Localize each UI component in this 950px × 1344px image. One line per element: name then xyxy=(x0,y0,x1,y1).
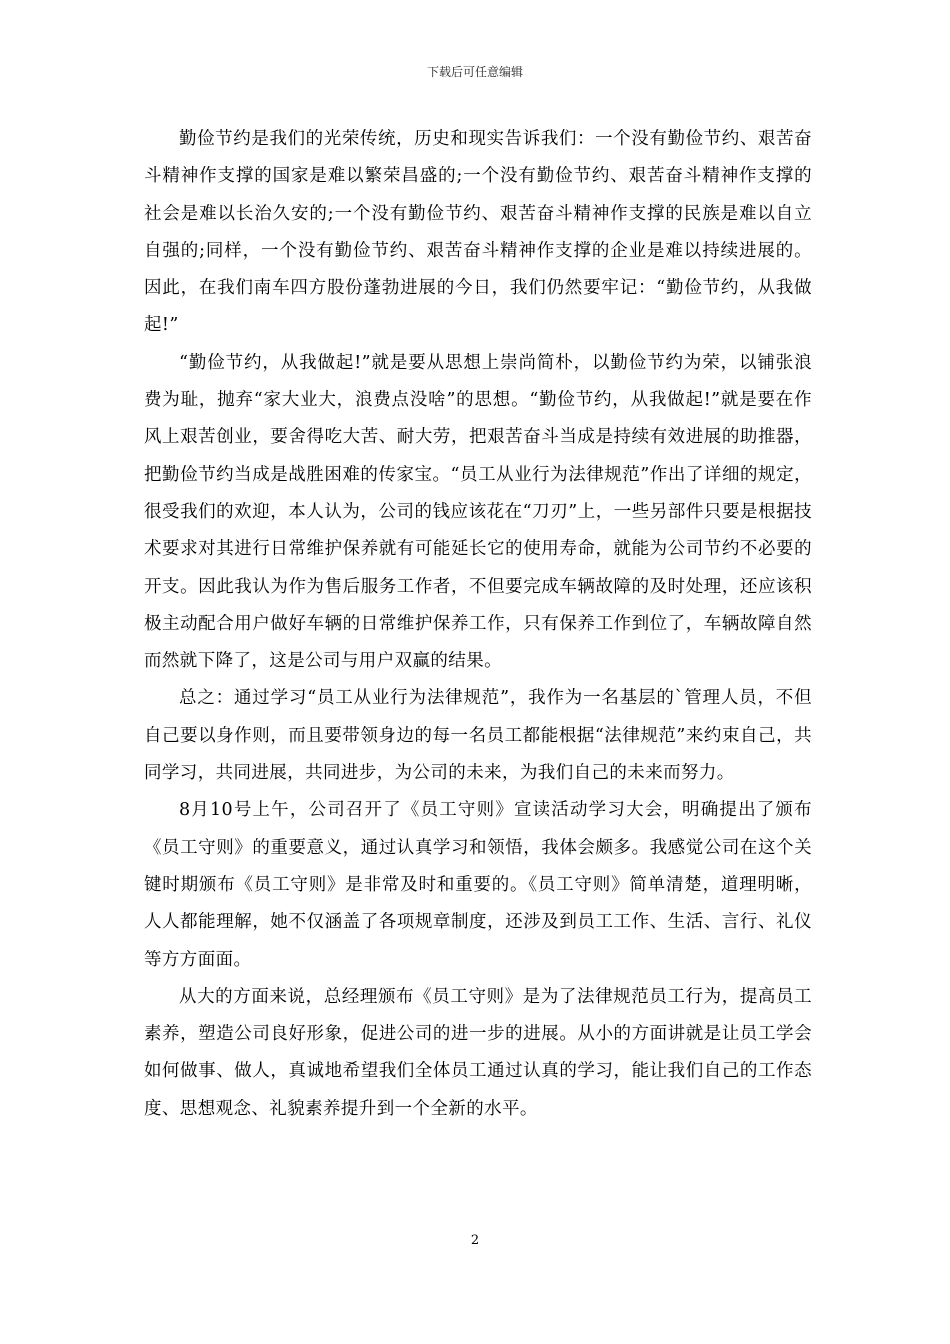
page-number: 2 xyxy=(470,1233,480,1248)
paragraph-1: 勤俭节约是我们的光荣传统，历史和现实告诉我们：一个没有勤俭节约、艰苦奋斗精神作支撑的国家是难以繁荣昌盛的;一个没有勤俭节约、艰苦奋斗精神作支撑的社会是难以长治久安的;一个没有勤俭节约、艰苦奋斗精神作支撑的民族是难以自立自强的;同样，一个没有勤俭节约、艰苦奋斗精神作支撑的企业是难以持续进展的。因此，在我们南车四方股份蓬勃进展的今日，我们仍然要牢记：“勤俭节约，从我做起!” xyxy=(144,129,812,336)
paragraph-4: 8月10号上午，公司召开了《员工守则》宣读活动学习大会，明确提出了颁布《员工守则》的重要意义，通过认真学习和领悟，我体会颇多。我感觉公司在这个关键时期颁布《员工守则》是非常及时和重要的。《员工守则》简单清楚，道理明晰，人人都能理解，她不仅涵盖了各项规章制度，还涉及到员工工作、生活、言行、礼仪等方方面面。 xyxy=(144,800,812,970)
page-header: 下载后可任意编辑 xyxy=(426,65,523,79)
document-body xyxy=(144,121,812,1128)
paragraph-3: 总之：通过学习“员工从业行为法律规范”，我作为一名基层的`管理人员，不但自己要以身作则，而且要带领身边的每一名员工都能根据“法律规范”来约束自己，共同学习，共同进展，共同进步，为公司的未来，为我们自己的未来而努力。 xyxy=(144,688,812,784)
paragraph-2: “勤俭节约，从我做起!”就是要从思想上崇尚简朴，以勤俭节约为荣，以铺张浪费为耻，抛弃“家大业大，浪费点没啥”的思想。“勤俭节约，从我做起!”就是要在作风上艰苦创业，要舍得吃大苦、耐大劳，把艰苦奋斗当成是持续有效进展的助推器，把勤俭节约当成是战胜困难的传家宝。“员工从业行为法律规范”作出了详细的规定，很受我们的欢迎，本人认为，公司的钱应该花在“刀刃”上，一些另部件只要是根据技术要求对其进行日常维护保养就有可能延长它的使用寿命，就能为公司节约不必要的开支。因此我认为作为售后服务工作者，不但要完成车辆故障的及时处理，还应该积极主动配合用户做好车辆的日常维护保养工作，只有保养工作到位了，车辆故障自然而然就下降了，这是公司与用户双赢的结果。 xyxy=(144,352,812,672)
paragraph-5: 从大的方面来说，总经理颁布《员工守则》是为了法律规范员工行为，提高员工素养，塑造公司良好形象，促进公司的进一步的进展。从小的方面讲就是让员工学会如何做事、做人，真诚地希望我们全体员工通过认真的学习，能让我们自己的工作态度、思想观念、礼貌素养提升到一个全新的水平。 xyxy=(144,986,812,1119)
